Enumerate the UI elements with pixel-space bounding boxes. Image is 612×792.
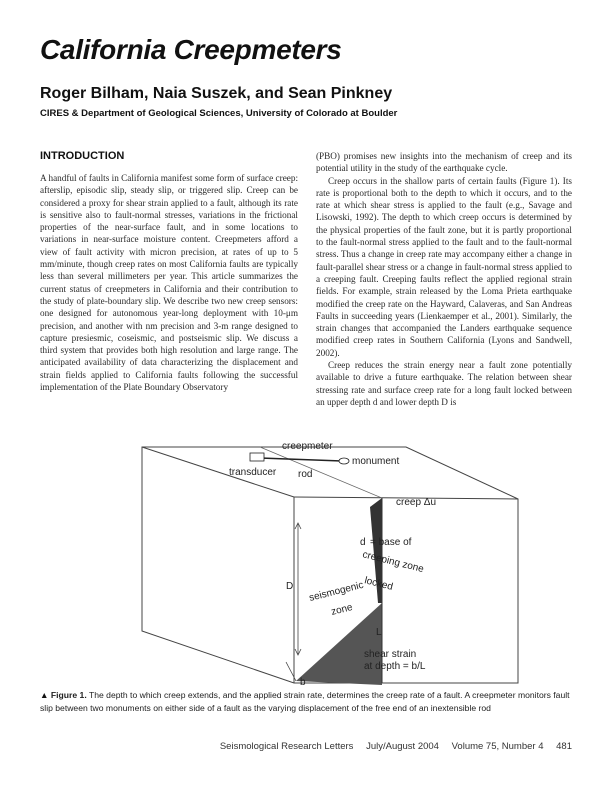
intro-paragraph-4: Creep reduces the strain energy near a fault zone potentially available to drive a future earthquake. The relation between shear stressing rate and surface creep rate for a long fault locked between an upper depth d and lower depth D is <box>316 360 572 407</box>
section-heading-introduction: INTRODUCTION <box>40 150 125 162</box>
page-footer <box>210 741 572 752</box>
label-monument: monument <box>352 456 400 467</box>
intro-paragraph-2: (PBO) promises new insights into the mechanism of creep and its potential utility in the study of the earthquake cycle. <box>316 151 572 174</box>
label-b: b <box>300 677 306 687</box>
fault-trace <box>260 447 382 498</box>
label-creepmeter: creepmeter <box>282 441 333 452</box>
footer-page-number: 481 <box>556 741 572 752</box>
figure-1-diagram <box>120 425 520 687</box>
label-seismogenic: seismogenic <box>308 579 365 604</box>
block-outline <box>142 447 518 683</box>
label-d: d <box>360 537 366 548</box>
footer-volume: Volume 75, Number 4 <box>451 741 544 752</box>
caption-text: The depth to which creep extends, and the applied strain rate, determines the creep rate of a fault. A creepmeter monitors fault slip between two monuments on either side of a fault as the varying displacement of the free end of an inextensible rod <box>40 690 570 713</box>
article-authors: Roger Bilham, Naia Suszek, and Sean Pinkney <box>40 85 393 102</box>
intro-paragraph-1: A handful of faults in California manifest some form of surface creep: afterslip, episodic slip, steady slip, or triggered slip. Creep can be considered a proxy for shear strain applied to a fault, although its rate is sensitive also to fault-normal stresses, variations in the frictional properties of the near-surface fault, and in some locations to variations in near-surface moisture content. Creepmeters afford a view of fault activity with micron precision, at rates of up to 5 mm/minute, though creep rates on most California faults are typically less than several millimeters per year. This article summarizes the current status of creepmeters in California and their contribution to the study of plate-boundary slip. We describe two new creep sensors: one designed for autonomous year-long deployment with 10-μm precision, and another with nm precision and 3-m range designed to capture presiesmic, coseismic, and postseismic slip. We discuss a third system that provides both high resolution and large range. The anticipated availability of data characterizing the displacement and strain fields applied to California faults following the successful implementation of the Plate Boundary Observatory <box>40 173 298 393</box>
caption-figure-label: Figure 1. <box>50 690 87 700</box>
intro-paragraph-3: Creep occurs in the shallow parts of certain faults (Figure 1). Its rate is proportional both to the depth to which it occurs, and to the rate at which shear stress is applied to the fault (e.g., Savage and Lisowski, 1992). The depth to which creep occurs is determined by the physical properties of the fault zone, but it is partly proportional to the fault-normal stress applied to the fault and to the fault-normal stress. Thus a change in creep rate may accompany either a change in fault-parallel shear stress or a change in fault-normal stress applied to a creeping fault. Creeping faults reflect the applied regional strain fields. For example, strain released by the Loma Prieta earthquake modified the creep rate on the Hayward, Calaveras, and San Andreas Faults in succeeding years (Lienkaemper et al., 2001). Similarly, the strain changes that accompanied the Landers earthquake sequence modified creep rates in Southern California (Lyons and Sandwell, 2002). <box>316 175 572 358</box>
footer-journal: Seismological Research Letters <box>219 741 354 752</box>
label-creeping-zone: creeping zone <box>361 549 425 576</box>
monument-marker <box>339 458 349 464</box>
transducer-box <box>250 453 264 461</box>
figure-1-caption <box>40 689 572 714</box>
text-column-left <box>40 172 298 393</box>
label-rod: rod <box>298 469 313 480</box>
caption-triangle-icon: ▲ <box>40 690 49 700</box>
footer-issue: July/August 2004 <box>366 741 439 752</box>
label-L: L <box>376 627 382 638</box>
label-transducer: transducer <box>229 467 277 478</box>
label-locked: locked <box>363 575 394 593</box>
article-affiliation: CIRES & Department of Geological Sciences, University of Colorado at Boulder <box>40 108 398 119</box>
label-D: D <box>286 581 294 592</box>
label-at-depth: at depth = b/L <box>364 661 426 672</box>
label-shear-strain: shear strain <box>364 649 417 660</box>
text-column-right <box>316 150 572 408</box>
label-base-of-line1: = base of <box>370 537 412 548</box>
article-title: California Creepmeters <box>40 34 342 65</box>
label-creep-du: creep Δu <box>396 497 437 508</box>
label-zone: zone <box>330 601 354 618</box>
fault-block-diagram <box>120 425 520 687</box>
creepmeter-rod <box>260 458 342 461</box>
